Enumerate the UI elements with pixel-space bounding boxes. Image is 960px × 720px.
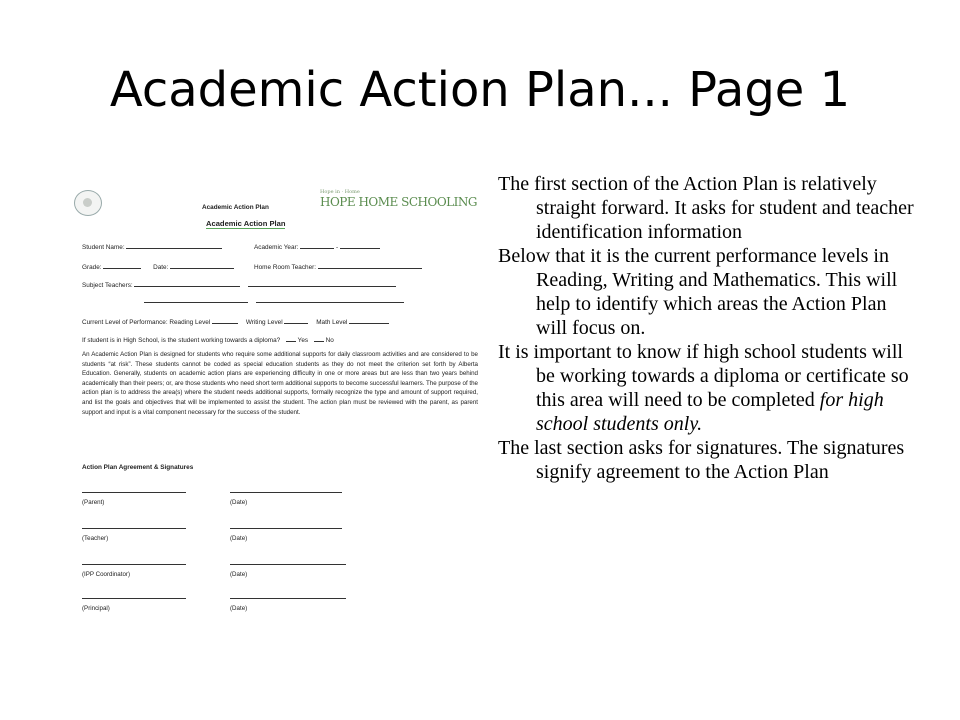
subject-teachers-row (82, 280, 396, 290)
description-paragraph-4: The last section asks for signatures. The signatures signify agreement to the Action Plan (498, 437, 905, 483)
form-heading: Academic Action Plan (202, 204, 269, 211)
ipp-coordinator-label: (IPP Coordinator) (82, 571, 131, 578)
slide-title: Academic Action Plan... Page 1 (109, 62, 851, 118)
writing-level-blank (284, 317, 308, 324)
student-name-blank (126, 242, 222, 249)
math-level-blank (349, 317, 389, 324)
hope-home-schooling-logo (320, 188, 477, 214)
principal-date-label: (Date) (230, 605, 248, 612)
no-label: No (325, 337, 334, 344)
grade-label: Grade: (82, 264, 102, 271)
principal-signature-line (82, 598, 186, 599)
current-level-row (82, 317, 389, 327)
diploma-question-row (82, 335, 334, 345)
date-blank (170, 262, 234, 269)
academic-year-blank-2 (340, 242, 380, 249)
description-paragraph-3-main: It is important to know if high school students will be working towards a diploma or certificate so this area will need to be completed (498, 341, 909, 411)
home-room-teacher-label: Home Room Teacher: (254, 264, 317, 271)
academic-year-blank-1 (300, 242, 334, 249)
subject-teachers-blank-4 (256, 296, 404, 303)
yes-blank (286, 335, 296, 342)
form-heading-large: Academic Action Plan (206, 219, 286, 228)
description-paragraph-3-italic: for high school students only. (536, 389, 884, 435)
ipp-coordinator-signature-line (82, 564, 186, 565)
parent-signature-line (82, 492, 186, 493)
signatures-section-title: Action Plan Agreement & Signatures (82, 464, 194, 471)
parent-date-line (230, 492, 342, 493)
writing-level-label: Writing Level (245, 319, 283, 326)
subject-teachers-blank-3 (144, 296, 248, 303)
reading-level-blank (212, 317, 238, 324)
grade-row (82, 262, 234, 272)
parent-date-label: (Date) (230, 499, 248, 506)
teacher-signature-line (82, 528, 186, 529)
student-name-label: Student Name: (82, 244, 125, 251)
grade-blank (103, 262, 141, 269)
teacher-date-line (230, 528, 342, 529)
diploma-question-label: If student is in High School, is the student working towards a diploma? (82, 337, 281, 344)
logo-small-text: Hope in · Home (320, 189, 360, 195)
ipp-coordinator-date-line (230, 564, 346, 565)
reading-level-label: Current Level of Performance: Reading Level (82, 319, 211, 326)
logo-text: HOPE HOME SCHOOLING (320, 195, 477, 209)
school-crest-icon (74, 190, 102, 216)
subject-teachers-label: Subject Teachers: (82, 282, 133, 289)
description-paragraph-3 (498, 340, 916, 436)
subject-teachers-blank-1 (134, 280, 240, 287)
yes-label: Yes (297, 337, 309, 344)
academic-year-label: Academic Year: (254, 244, 299, 251)
no-blank (314, 335, 324, 342)
student-name-row (82, 242, 222, 252)
home-room-teacher-blank (318, 262, 422, 269)
description-paragraph-1: The first section of the Action Plan is relatively straight forward. It asks for student and teacher identification information (498, 173, 914, 243)
action-plan-form-thumbnail (72, 180, 478, 620)
subject-teachers-row-2 (144, 296, 404, 306)
ipp-coordinator-date-label: (Date) (230, 571, 248, 578)
date-label: Date: (153, 264, 169, 271)
subject-teachers-blank-2 (248, 280, 396, 287)
academic-year-row: Academic Year: - (254, 242, 380, 252)
home-room-teacher-row (254, 262, 422, 272)
parent-label: (Parent) (82, 499, 105, 506)
description-paragraph-2: Below that it is the current performance levels in Reading, Writing and Mathematics. This will help to identify which areas the Action Plan will focus on. (498, 245, 898, 339)
teacher-label: (Teacher) (82, 535, 109, 542)
principal-date-line (230, 598, 346, 599)
teacher-date-label: (Date) (230, 535, 248, 542)
principal-label: (Principal) (82, 605, 110, 612)
description-text (498, 172, 916, 484)
math-level-label: Math Level (316, 319, 348, 326)
form-description-paragraph: An Academic Action Plan is designed for students who require some additional supports for daily classroom activities and are considered to be students “at risk”. These students cannot be coded as special education students as they do not meet the criterion set forth by Alberta Education. Generally, students on academic action plans are experiencing difficulty in one or more areas but are less than two years behind academically than their peers; or, are those students who need short term additional supports to become successful learners. The purpose of the action plan is to address the area(s) where the student needs additional supports, formally recognize the type and amount of support required, and list the goals and objectives that will be implemented to assist the student. The action plan must be reviewed with the parent, as parent support and input is a vital component necessary for the success of the student. (82, 351, 478, 416)
